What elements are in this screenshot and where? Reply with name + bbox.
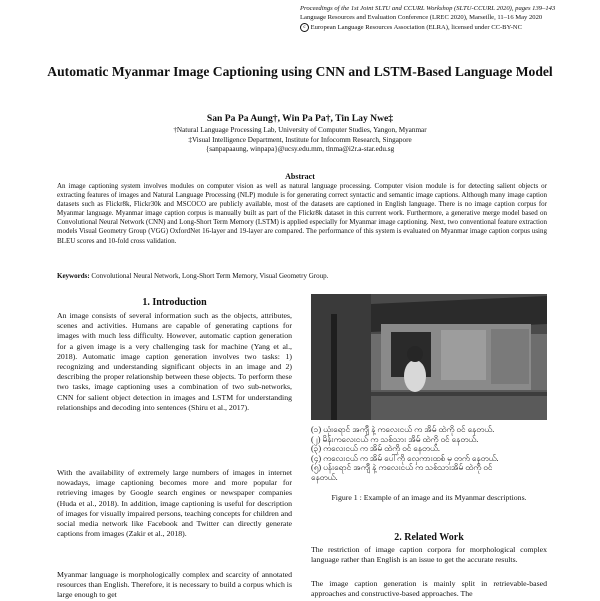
related-paragraph-1: The restriction of image caption corpora for morphological complex language rather than English is an issue to get the accurate results. [311, 545, 547, 565]
keywords-text: Convolutional Neural Network, Long-Short Term Memory, Visual Geometry Group. [89, 272, 329, 280]
copyright-icon: c [300, 23, 309, 32]
abstract-text: An image captioning system involves modules on computer vision as well as natural language processing. Computer vision module is for detecting salient objects or extracting features of images and Natural Language Processing (NLP) module is for generating correct syntactic and semantic image captions. Although many image caption datasets such as Flickr8k, Flickr30k and MSCOCO are publicly available, most of the datasets are captioned in English language. There is no image caption corpus for Myanmar language. Myanmar image caption corpus is manually built as part of the Flickr8k dataset in this current work. Furthermore, a generative merge model based on Convolutional Neural Network (CNN) and Long-Short Term Memory (LSTM) is applied especially for Myanmar image captioning. Next, two conventional feature extraction models Visual Geometry Group (VGG) OxfordNet 16-layer and 19-layer are compared. The performance of this system is evaluated on Myanmar image caption corpus using BLEU scores and 10-fold cross validation. [57, 182, 547, 245]
myanmar-caption-2: (၂) မိန်းကလေးငယ် က သစ်သား အိမ် ထဲကို ဝင် နေတယ်. [311, 434, 479, 444]
section-heading-introduction: 1. Introduction [142, 297, 207, 308]
affiliation-1: †Natural Language Processing Lab, University of Computer Studies, Yangon, Myanmar [173, 126, 427, 134]
affiliations [40, 126, 560, 155]
myanmar-caption-5-cont: နေတယ်. [311, 472, 338, 482]
section-heading-related-work: 2. Related Work [394, 532, 464, 543]
proceedings-header [300, 4, 580, 32]
intro-paragraph-3: Myanmar language is morphologically complex and scarcity of annotated resources than English. Therefore, it is necessary to build a corpus which is large enough to get [57, 570, 292, 600]
author-emails: {sanpapaaung, winpapa}@ucsy.edu.mm, tlnma@i2r.a-star.edu.sg [205, 145, 395, 154]
intro-paragraph-2: With the availability of extremely large numbers of images in internet nowadays, image captioning becomes more and more popular for retrieving images by Google search engines or newspaper companies (Huda et al., 2018). In addition, image captioning is useful for description of images for visually impaired persons, teaching concepts for children and social media network like Facebook and Twitter can directly generate captions from images (Zakir et al., 2018). [57, 468, 292, 539]
abstract-heading: Abstract [285, 172, 315, 181]
proceedings-line-2: Language Resources and Evaluation Conference (LREC 2020), Marseille, 11–16 May 2020 [300, 14, 543, 22]
proceedings-line-1: Proceedings of the 1st Joint SLTU and CCURL Workshop (SLTU-CCURL 2020), pages 139–143 [300, 5, 556, 12]
affiliation-2: ‡Visual Intelligence Department, Institute for Infocomm Research, Singapore [188, 135, 412, 144]
author-list: San Pa Pa Aung†, Win Pa Pa†, Tin Lay Nwe‡ [206, 113, 394, 124]
proceedings-line-3 [300, 23, 580, 32]
figure-1-caption: Figure 1 : Example of an image and its Myanmar descriptions. [331, 493, 527, 502]
paper-title: Automatic Myanmar Image Captioning using CNN and LSTM-Based Language Model [47, 64, 553, 79]
intro-paragraph-1: An image consists of several information such as the objects, attributes, scenes and activities. Humans are capable of generating captions for images with much less difficulty. However, automatic caption generation for a given image is a very challenging task for machine (Yang et al., 2018). Automatic image caption generation involves two tasks: 1) recognizing and understanding significant objects in an image and 2) describing the proper relationship between these objects. To perform these two tasks, image captioning uses a combination of two sub-networks, CNN for salient object detection in images and LSTM for understanding relationships and decoding into sentences (Shiru et al., 2017). [57, 311, 292, 412]
related-paragraph-2: The image caption generation is mainly split in retrievable-based approaches and constructive-based approaches. The [311, 579, 547, 599]
myanmar-caption-1: (၁) ယုံးရောင် အကျီ နဲ့ ကလေးငယ် က အိမ် ထဲကို ဝင် နေတယ်. [311, 425, 495, 434]
figure-1-myanmar-captions [311, 425, 551, 483]
myanmar-caption-4: (၄) ကလေးငယ် က အိမ် ပေါ်ကို လှေကားထစ် မှ တက် နေတယ်. [311, 453, 499, 463]
figure-1-photo [311, 294, 547, 420]
myanmar-caption-5: (၅) ပန်းရောင် အကျီ နဲ့ ကလေးငယ် က သစ်သားအိမ် ထဲကို ဝင် [311, 463, 493, 473]
license-text: European Language Resources Association (ELRA), licensed under CC-BY-NC [310, 23, 522, 31]
keywords-label: Keywords: [57, 272, 90, 280]
keywords [57, 272, 547, 280]
myanmar-caption-3: (၃) ကလေးငယ် က အိမ် ထဲကို ဝင် နေတယ်. [311, 444, 440, 454]
